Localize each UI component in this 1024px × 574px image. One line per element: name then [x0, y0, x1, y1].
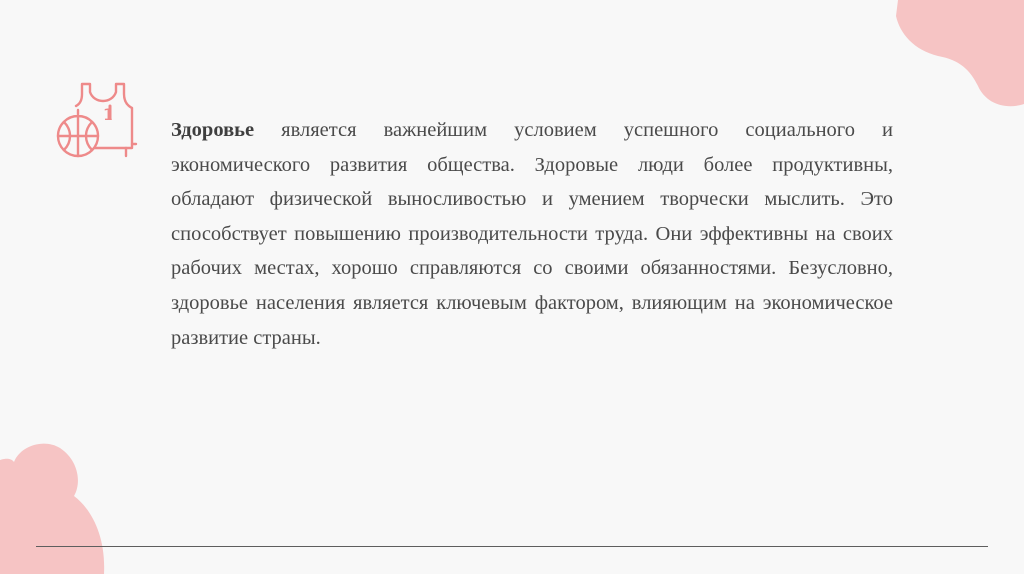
footer-divider — [36, 546, 988, 547]
jersey-number: 1 — [103, 105, 114, 124]
decorative-blob-top-right — [894, 0, 1024, 110]
decorative-blob-bottom-left — [0, 438, 110, 574]
basketball-jersey-icon — [54, 82, 138, 164]
paragraph-body: является важнейшим условием успешного социального и экономического развития общества. Здоровые люди более продуктивны, обладают физической выносливостью и умением творчески мыслить. Это способствует повышению производительности труда. Они эффективны на своих рабочих местах, хорошо справляются со своими обязанностями. Безусловно, здоровье населения является ключевым фактором, влияющим на экономическое развитие страны. — [171, 119, 893, 349]
main-paragraph — [171, 113, 893, 355]
lead-word: Здоровье — [171, 119, 255, 141]
